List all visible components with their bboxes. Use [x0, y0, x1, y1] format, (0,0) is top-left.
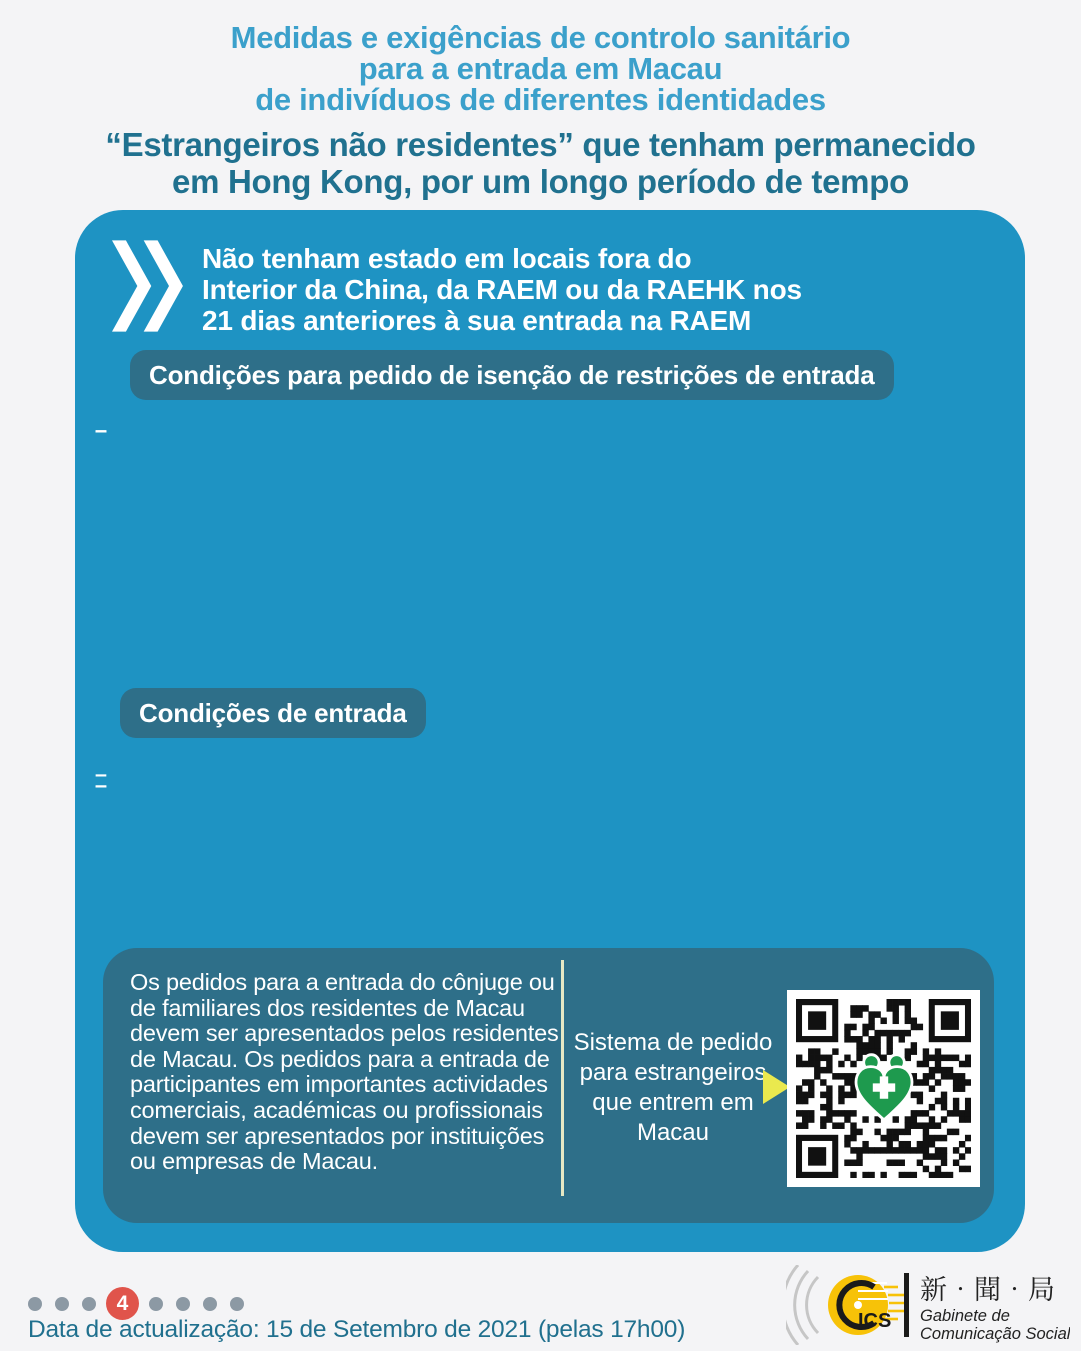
- gcs-pt-name-line-2: Comunicação Social: [920, 1325, 1070, 1343]
- gcs-chinese-name: 新‧聞‧局: [920, 1275, 1055, 1305]
- page-dot-7: [203, 1297, 217, 1311]
- application-note-box: [103, 948, 994, 1223]
- title-line-1: Medidas e exigências de controlo sanitário: [230, 20, 851, 55]
- lead-line-3: 21 dias anteriores à sua entrada na RAEM: [202, 305, 752, 336]
- page-dot-1: [28, 1297, 42, 1311]
- qr-code-label: [571, 1028, 775, 1148]
- gcs-pt-name-line-1: Gabinete de: [920, 1307, 1010, 1325]
- qr-label-line-1: Sistema de pedido: [573, 1029, 773, 1056]
- update-date-text: Data de actualização: 15 de Setembro de 2021 (pelas 17h00): [28, 1316, 686, 1343]
- section-title-exemption-conditions: Condições para pedido de isenção de restrições de entrada: [130, 350, 894, 400]
- subtitle-line-2: em Hong Kong, por um longo período de tempo: [172, 163, 909, 200]
- vertical-divider: [561, 960, 564, 1196]
- entry-conditions-list: [95, 762, 997, 773]
- poster-subtitle: [0, 126, 1081, 200]
- health-bureau-heart-icon: [849, 1052, 919, 1126]
- page-dot-8: [230, 1297, 244, 1311]
- arrow-right-icon: [763, 1070, 790, 1104]
- gcs-yellow-disc: [828, 1275, 906, 1335]
- qr-label-line-4: Macau: [636, 1119, 710, 1146]
- page-dot-5: [149, 1297, 163, 1311]
- page-dot-current: 4: [106, 1287, 139, 1320]
- page-dot-3: [82, 1297, 96, 1311]
- page-dot-2: [55, 1297, 69, 1311]
- title-line-3: de indivíduos de diferentes identidades: [255, 82, 826, 117]
- gcs-logo: [786, 1265, 1070, 1345]
- lead-text: [202, 240, 802, 336]
- main-info-card: [75, 210, 1025, 1252]
- subtitle-line-1: “Estrangeiros não residentes” que tenham permanecido: [105, 126, 976, 163]
- section-title-entry-conditions: Condições de entrada: [120, 688, 426, 738]
- gcs-small-letters: ICS: [858, 1310, 892, 1332]
- lead-line-2: Interior da China, da RAEM ou da RAEHK nos: [202, 274, 802, 305]
- qr-label-line-3: que entrem em: [592, 1089, 754, 1116]
- poster-title: [0, 22, 1081, 115]
- qr-label-line-2: para estrangeiros: [579, 1059, 767, 1086]
- page-dot-6: [176, 1297, 190, 1311]
- lead-statement: [112, 240, 802, 336]
- title-line-2: para a entrada em Macau: [358, 51, 723, 86]
- qr-code: [787, 990, 980, 1187]
- double-chevron-icon: [112, 240, 188, 332]
- application-note-text: Os pedidos para a entrada do cônjuge ou de familiares dos residentes de Macau devem ser apresentados pelos residentes de Macau. Os pedidos para a entrada de participantes em importantes actividades comerciais, académicas ou profissionais devem ser apresentados por instituições ou empresas de Macau.: [130, 969, 559, 1175]
- lead-line-1: Não tenham estado em locais fora do: [202, 243, 692, 274]
